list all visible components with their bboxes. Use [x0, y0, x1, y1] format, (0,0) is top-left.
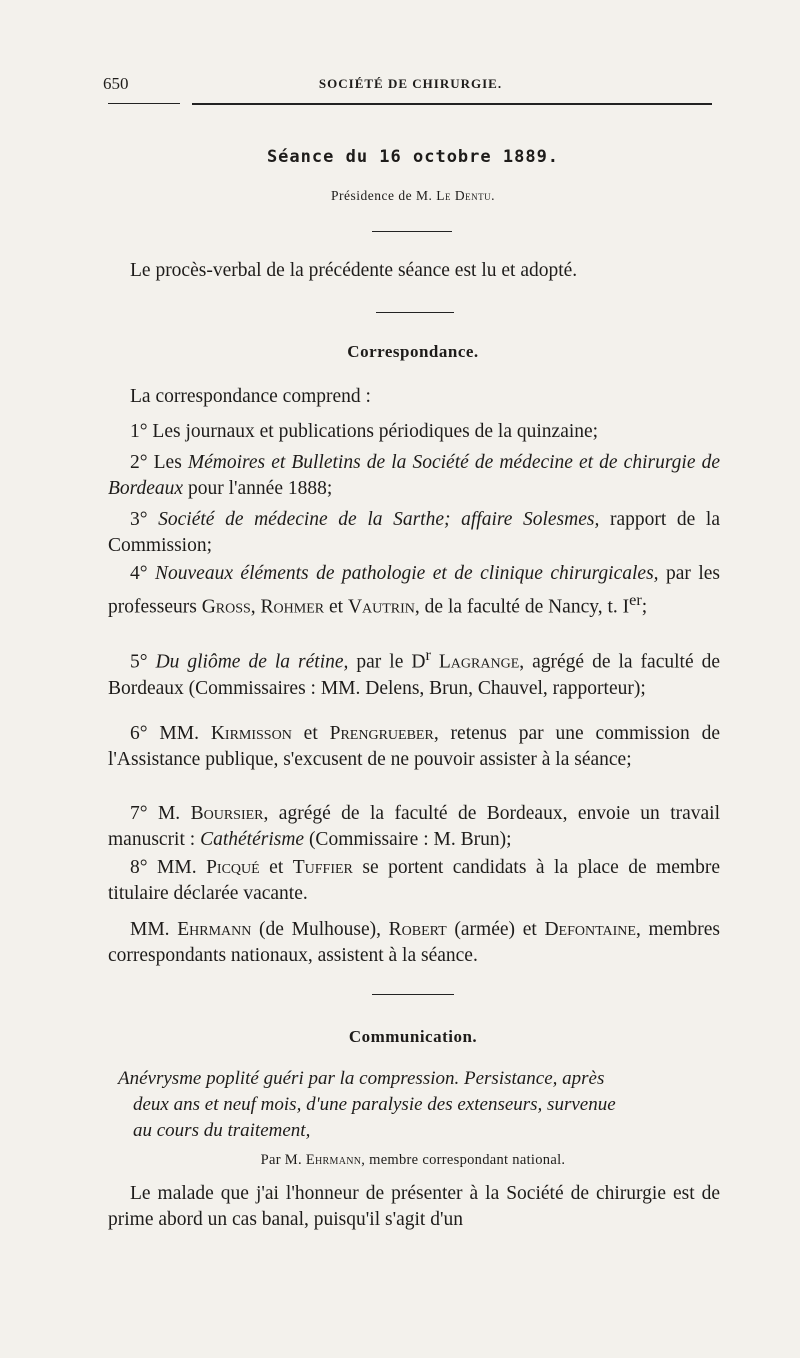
running-title: SOCIÉTÉ DE CHIRURGIE. — [318, 76, 503, 91]
proces-verbal: Le procès-verbal de la précédente séance est lu et adopté. — [130, 260, 578, 281]
header-rule-left — [108, 103, 180, 104]
section-rule — [376, 312, 454, 313]
president-name: Le Dentu — [436, 188, 492, 203]
section-rule — [372, 994, 454, 995]
correspondance-item-1: 1° Les journaux et publications périodiques de la quinzaine; — [130, 421, 599, 442]
page-header — [103, 74, 718, 96]
correspondance-item-5: 5° Du gliôme de la rétine, par le $D^r$ Lagrange, agrégé de la faculté de Bordeaux (Commissaires : MM. Delens, Brun, Chauvel, rapporteur); — [108, 646, 721, 699]
correspondance-item-6: 6° MM. Kirmisson et Prengrueber, retenus par une commission de l'Assistance publique, s'excusent de ne pouvoir assister à la séance; — [108, 723, 720, 770]
correspondance-heading: Correspondance. — [347, 342, 479, 361]
presidence-line: Présidence de M. Le Dentu. — [331, 188, 495, 203]
correspondance-item-3: 3° Société de médecine de la Sarthe; affaire Solesmes, rapport de la Commission; — [108, 509, 720, 556]
page-number: 650 — [103, 74, 129, 93]
correspondance-item-2: 2° Les Mémoires et Bulletins de la Société de médecine et de chirurgie de Bordeaux pour l'année 1888; — [108, 452, 720, 499]
communication-byline: Par M. Ehrmann, membre correspondant national. — [260, 1152, 566, 1168]
author-name: Ehrmann — [305, 1152, 362, 1168]
correspondance-item-8: 8° MM. Picqué et Tuffier se portent candidats à la place de membre titulaire déclarée vacante. — [108, 857, 720, 904]
correspondance-item-7: 7° M. Boursier, agrégé de la faculté de Bordeaux, envoie un travail manuscrit : Cathétérisme (Commissaire : M. Brun); — [108, 803, 721, 850]
correspondance-intro: La correspondance comprend : — [130, 386, 371, 407]
header-rule-right — [192, 103, 712, 105]
communication-heading: Communication. — [348, 1027, 478, 1046]
seance-title: Séance du 16 octobre 1889. — [266, 147, 560, 167]
communication-body: Le malade que j'ai l'honneur de présenter à la Société de chirurgie est de prime abord un cas banal, puisqu'il s'agit d'un — [108, 1183, 720, 1230]
attendance-paragraph: MM. Ehrmann (de Mulhouse), Robert (armée) et Defontaine, membres correspondants nationaux, assistent à la séance. — [108, 919, 720, 966]
section-rule — [372, 231, 452, 232]
correspondance-item-4: 4° Nouveaux éléments de pathologie et de clinique chirurgicales, par les professeurs Gross, Rohmer et Vautrin, de la faculté de Nancy, t. Ier; — [108, 563, 720, 618]
communication-title: Anévrysme poplité guéri par la compression. Persistance, après deux ans et neuf mois, d'une paralysie des extenseurs, survenue au cours du traitement, — [118, 1068, 616, 1141]
